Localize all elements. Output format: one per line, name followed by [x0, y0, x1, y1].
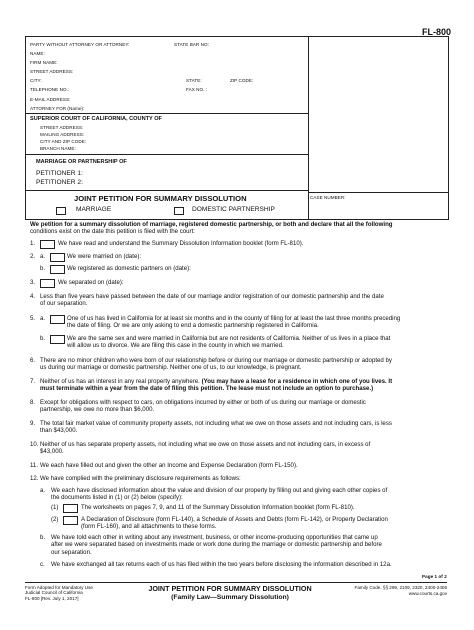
caption-divider-3 [26, 190, 308, 191]
item4-number: 4. [30, 293, 36, 300]
item5b-text: We are the same sex and were married in California but are not residents of California. Neither of us lives in a place that will allow us to divorce. We are filing this case in the county in which we married. [67, 335, 391, 350]
street-label: STREET ADDRESS: [30, 69, 74, 74]
item3-text: We separated on (date): [58, 279, 124, 286]
item12a1-text: The worksheets on pages 7, 9, and 11 of the Summary Dissolution Information booklet (form FL-810). [81, 504, 355, 511]
state-label: STATE: [186, 78, 202, 83]
footer-right: Family Code, §§ 299, 2109, 2320, 2400-2406 www.courts.ca.gov [354, 585, 447, 596]
partnership-checkbox[interactable] [174, 207, 184, 215]
phone-label: TELEPHONE NO.: [30, 87, 70, 92]
footer-title: JOINT PETITION FOR SUMMARY DISSOLUTION [148, 584, 312, 593]
item5-number: 5. [30, 315, 36, 322]
court-city-zip-label: CITY AND ZIP CODE: [40, 139, 87, 144]
item3-number: 3. [30, 279, 36, 286]
court-title: SUPERIOR COURT OF CALIFORNIA, COUNTY OF [30, 116, 162, 122]
petitioner1-label: PETITIONER 1: [36, 170, 83, 177]
item12a-letter: a. [40, 487, 46, 494]
item6-text: There are no minor children who were born of our relationship before or during our marriage or domestic partnership or adopted by us during our marriage or domestic partnership. Neither one of us, to our knowledge, is pregnant. [40, 357, 392, 372]
item12a2-text: A Declaration of Disclosure (form FL-140), a Schedule of Assets and Debts (form FL-142), or Property Declaration (form FL-160), and all attachments to these forms. [81, 516, 388, 531]
petitioner2-label: PETITIONER 2: [36, 179, 83, 186]
case-number-label: CASE NUMBER: [310, 195, 346, 200]
item5b-checkbox[interactable] [50, 335, 65, 344]
item1-checkbox[interactable] [40, 240, 55, 249]
firm-label: FIRM NAME: [30, 60, 58, 65]
name-label: NAME: [30, 51, 45, 56]
item2b-text: We registered as domestic partners on (date): [67, 265, 191, 272]
attorney-for-label: ATTORNEY FOR (Name): [30, 106, 85, 111]
case-number-divider [308, 192, 448, 193]
partnership-option-label: DOMESTIC PARTNERSHIP [192, 206, 275, 213]
court-street-label: STREET ADDRESS: [40, 125, 84, 130]
item12a1-checkbox[interactable] [63, 504, 78, 513]
item11-text: We each have filled out and given the other an Income and Expense Declaration (form FL-150). [40, 462, 298, 469]
footer-rule [25, 582, 447, 583]
case-caption: MARRIAGE OR PARTNERSHIP OF [36, 159, 127, 165]
item8-number: 8. [30, 399, 36, 406]
item10-number: 10. [30, 441, 39, 448]
item10-text: Neither of us has separate property assets, not including what we owe on those assets and not including cars, in excess of $43,000. [40, 441, 371, 456]
item12a2-checkbox[interactable] [63, 516, 78, 525]
state-bar-label: STATE BAR NO: [174, 42, 209, 47]
item5a-letter: a. [40, 315, 46, 322]
item12b-letter: b. [40, 534, 46, 541]
item9-text: The total fair market value of community property assets, not including what we owe on those assets and not including cars, is less than $43,000. [40, 420, 392, 435]
page-number: Page 1 of 2 [422, 574, 447, 579]
item2-number: 2. [30, 253, 36, 260]
court-divider [26, 113, 308, 114]
footer-left: Form Adopted for Mandatory Use Judicial Council of California FL-800 [Rev. July 1, 2017] [25, 585, 93, 601]
item12-text: We have complied with the preliminary disclosure requirements as follows: [40, 475, 241, 482]
email-label: E-MAIL ADDRESS: [30, 97, 71, 102]
item5a-text: One of us has lived in California for at least six months and in the county of filing for at least the last three months preceding the date of filing. Or we are only asking to end a domestic partnership registered in California. [67, 315, 401, 330]
item1-text: We have read and understand the Summary Dissolution Information booklet (form FL-810). [58, 240, 304, 247]
caption-divider-2 [26, 154, 308, 155]
intro: We petition for a summary dissolution of marriage, registered domestic partnership, or both and declare that all the following conditions exist on the date this petition is filed with the court: [30, 221, 393, 236]
item2a-letter: a. [40, 253, 46, 260]
marriage-checkbox[interactable] [56, 207, 66, 215]
item12-number: 12. [30, 475, 39, 482]
caption-box [25, 36, 449, 220]
item11-number: 11. [30, 462, 39, 469]
item1-number: 1. [30, 240, 36, 247]
item3-checkbox[interactable] [40, 279, 55, 288]
footer-subtitle: (Family Law—Summary Dissolution) [171, 594, 289, 601]
item12b-text: We have told each other in writing about any investment, business, or other income-producing opportunities that came up after we were separated based on investments made or work done during the marriage or domestic partnership and before our separation. [51, 534, 382, 556]
item12c-text: We have exchanged all tax returns each of us has filed within the two years before disclosing the information described in 12a. [51, 561, 392, 568]
item12a-text: We each have disclosed information about the value and division of our property by filling out and giving each other copies of the documents listed in (1) or (2) below (specify): [51, 487, 388, 502]
item2b-checkbox[interactable] [50, 265, 65, 274]
marriage-option-label: MARRIAGE [76, 206, 112, 213]
item6-number: 6. [30, 357, 36, 364]
fax-label: FAX NO. : [186, 87, 208, 92]
form-number: FL-800 [422, 27, 452, 37]
city-label: CITY: [30, 78, 42, 83]
court-mailing-label: MAILING ADDRESS: [40, 132, 85, 137]
party-label: PARTY WITHOUT ATTORNEY OR ATTORNEY: [30, 42, 130, 47]
item4-text: Less than five years have passed between the date of our marriage and/or registration of our domestic partnership and the date of our separation. [40, 293, 384, 308]
court-branch-label: BRANCH NAME: [40, 146, 76, 151]
item9-number: 9. [30, 420, 36, 427]
item12c-letter: c. [40, 561, 45, 568]
petition-title: JOINT PETITION FOR SUMMARY DISSOLUTION [74, 194, 247, 203]
item5a-checkbox[interactable] [50, 315, 65, 324]
item2b-letter: b. [40, 265, 46, 272]
item2a-checkbox[interactable] [50, 253, 65, 262]
zip-label: ZIP CODE: [230, 78, 254, 83]
item7-number: 7. [30, 378, 36, 385]
item8-text: Except for obligations with respect to cars, on obligations incurred by either or both of us during our marriage or domestic partnership, we owe no more than $6,000. [40, 399, 366, 414]
item2a-text: We were married on (date): [67, 253, 142, 260]
item12a2-number: (2) [51, 516, 59, 523]
item12a1-number: (1) [51, 504, 59, 511]
item7-text: Neither of us has an interest in any real property anywhere. (You may have a lease for a residence in which one of you lives. It must terminate within a year from the date of filing this petition. The lease must not include an option to purchase.) [40, 378, 393, 393]
item5b-letter: b. [40, 335, 46, 342]
